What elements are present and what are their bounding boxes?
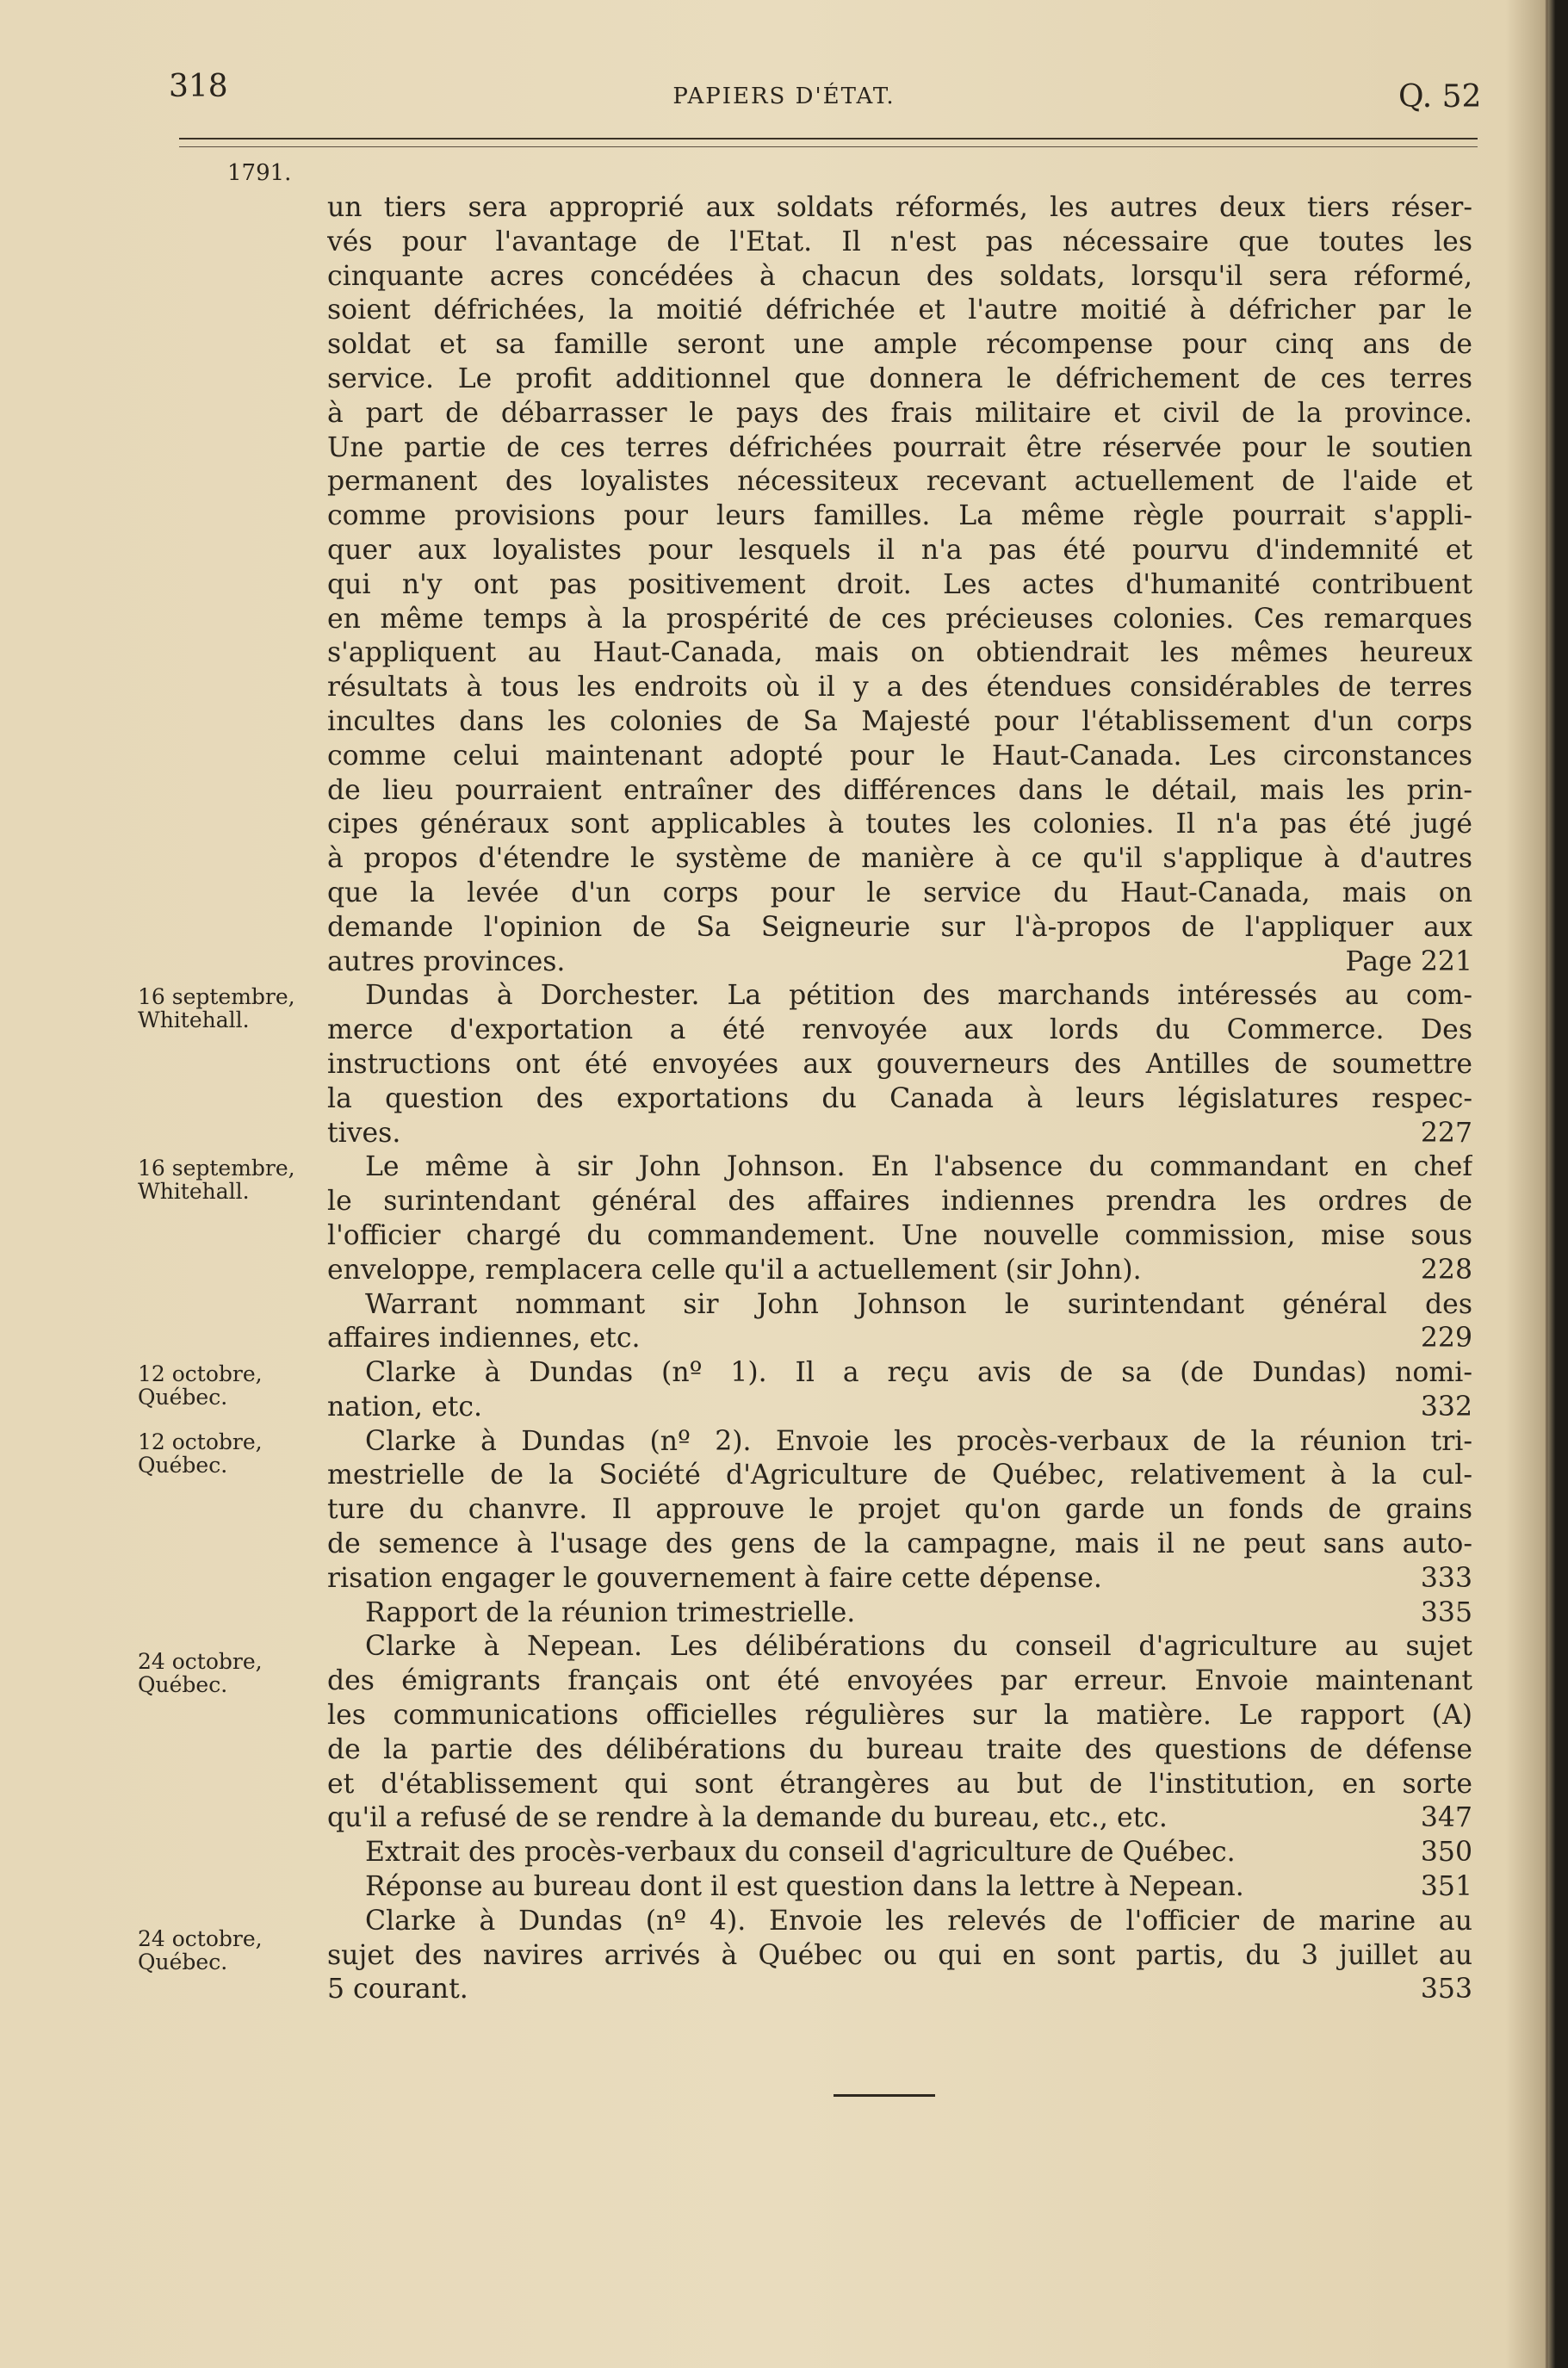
text-line-content: Extrait des procès-verbaux du conseil d'agriculture de Québec. [365, 1837, 1236, 1869]
text-line: s'appliquent au Haut-Canada, mais on obtiendrait les mêmes heureux [327, 637, 1472, 669]
text-line [327, 1973, 1472, 2007]
calendar-entry [327, 1630, 1472, 1836]
text-line: à part de débarrasser le pays des frais militaire et civil de la province. [327, 397, 1472, 429]
intro-paragraph [327, 191, 1472, 979]
margin-date-line: 12 octobre, [138, 1429, 263, 1454]
text-line: Le même à sir John Johnson. En l'absence du commandant en chef [365, 1151, 1472, 1183]
page-reference: Page 221 [1345, 945, 1472, 977]
page-reference: 333 [1420, 1562, 1472, 1594]
text-line: Une partie de ces terres défrichées pourrait être réservée pour le soutien [327, 431, 1472, 463]
text-line: vés pour l'avantage de l'Etat. Il n'est pas nécessaire que toutes les [327, 226, 1472, 257]
page-header [0, 0, 1568, 138]
text-line: un tiers sera approprié aux soldats réformés, les autres deux tiers réser- [327, 192, 1472, 223]
margin-date [138, 985, 344, 1032]
text-line-content: autres provinces. [327, 945, 566, 977]
margin-place-line: Québec. [138, 1672, 228, 1697]
header-rule [179, 138, 1478, 139]
margin-place-line: Québec. [138, 1385, 228, 1410]
text-line-content: Rapport de la réunion trimestrielle. [365, 1596, 856, 1628]
page-reference: 350 [1420, 1837, 1472, 1869]
text-line: résultats à tous les endroits où il y a des étendues considérables de terres [327, 672, 1472, 704]
margin-date-line: 24 octobre, [138, 1649, 263, 1674]
text-line-content: risation engager le gouvernement à faire cette dépense. [327, 1562, 1102, 1594]
text-line [327, 1596, 1472, 1631]
page-reference: 351 [1420, 1871, 1472, 1903]
text-line [327, 945, 1472, 980]
page-reference: 335 [1420, 1596, 1472, 1628]
text-line: demande l'opinion de Sa Seigneurie sur l'à-propos de l'appliquer aux [327, 911, 1472, 943]
text-line: la question des exportations du Canada à leurs législatures respec- [327, 1082, 1472, 1114]
text-line [327, 1254, 1472, 1288]
text-line: soient défrichées, la moitié défrichée et l'autre moitié à défricher par le [327, 294, 1472, 326]
text-line: Clarke à Dundas (nº 4). Envoie les relevés de l'officier de marine au [365, 1905, 1472, 1937]
text-line: des émigrants français ont été envoyées par erreur. Envoie maintenant [327, 1665, 1472, 1697]
text-line [327, 1391, 1472, 1425]
page-reference: 353 [1420, 1974, 1472, 2005]
text-line: de lieu pourraient entraîner des différences dans le détail, mais les prin- [327, 774, 1472, 806]
margin-date-line: 24 octobre, [138, 1926, 263, 1951]
text-line [327, 1562, 1472, 1596]
page-reference: 228 [1420, 1254, 1472, 1286]
text-line: mestrielle de la Société d'Agriculture de Québec, relativement à la cul- [327, 1460, 1472, 1491]
archive-reference: Q. 52 [1398, 79, 1482, 115]
text-line-content: enveloppe, remplacera celle qu'il a actuellement (sir John). [327, 1254, 1142, 1286]
text-line-content: qu'il a refusé de se rendre à la demande du bureau, etc., etc. [327, 1802, 1168, 1834]
text-line: en même temps à la prospérité de ces précieuses colonies. Ces remarques [327, 603, 1472, 635]
text-line [327, 1322, 1472, 1356]
text-line: ture du chanvre. Il approuve le projet qu'on garde un fonds de grains [327, 1494, 1472, 1526]
margin-date [138, 1430, 344, 1477]
text-line: Warrant nommant sir John Johnson le surintendant général des [365, 1288, 1472, 1320]
text-line [327, 1801, 1472, 1836]
calendar-entry [327, 1596, 1472, 1631]
text-line: qui n'y ont pas positivement droit. Les actes d'humanité contribuent [327, 568, 1472, 600]
calendar-entry [327, 1356, 1472, 1425]
page-reference: 227 [1420, 1117, 1472, 1149]
text-line: de la partie des délibérations du bureau traite des questions de défense [327, 1733, 1472, 1765]
text-line: Clarke à Dundas (nº 2). Envoie les procès-verbaux de la réunion tri- [365, 1425, 1472, 1457]
text-line: le surintendant général des affaires indiennes prendra les ordres de [327, 1186, 1472, 1218]
text-line: merce d'exportation a été renvoyée aux lords du Commerce. Des [327, 1014, 1472, 1046]
text-line [327, 1117, 1472, 1151]
text-line: permanent des loyalistes nécessiteux recevant actuellement de l'aide et [327, 466, 1472, 498]
margin-date-line: 12 octobre, [138, 1361, 263, 1386]
margin-place-line: Québec. [138, 1950, 228, 1974]
margin-place-line: Whitehall. [138, 1007, 250, 1032]
page-reference: 332 [1420, 1391, 1472, 1423]
text-line-content: Réponse au bureau dont il est question dans la lettre à Nepean. [365, 1871, 1244, 1903]
calendar-entry [327, 1836, 1472, 1870]
text-line: à propos d'étendre le système de manière à ce qu'il s'applique à d'autres [327, 843, 1472, 875]
text-line: service. Le profit additionnel que donnera le défrichement de ces terres [327, 363, 1472, 394]
running-title: PAPIERS D'ÉTAT. [672, 84, 896, 109]
text-line: incultes dans les colonies de Sa Majesté pour l'établissement d'un corps [327, 705, 1472, 737]
text-line-content: nation, etc. [327, 1391, 483, 1423]
margin-date-line: 16 septembre, [138, 984, 295, 1009]
body-text [327, 191, 1472, 2007]
text-line: sujet des navires arrivés à Québec ou qui en sont partis, du 3 juillet au [327, 1939, 1472, 1971]
text-line: Clarke à Nepean. Les délibérations du conseil d'agriculture au sujet [365, 1631, 1472, 1663]
text-line-content: affaires indiennes, etc. [327, 1323, 641, 1354]
text-line: l'officier chargé du commandement. Une nouvelle commission, mise sous [327, 1219, 1472, 1251]
text-line [327, 1836, 1472, 1870]
text-line: comme provisions pour leurs familles. La même règle pourrait s'appli- [327, 500, 1472, 532]
year-label: 1791. [227, 160, 292, 186]
margin-date [138, 1927, 344, 1974]
text-line: cipes généraux sont applicables à toutes les colonies. Il n'a pas été jugé [327, 809, 1472, 840]
text-line: que la levée d'un corps pour le service du Haut-Canada, mais on [327, 877, 1472, 908]
text-line: Clarke à Dundas (nº 1). Il a reçu avis de sa (de Dundas) nomi- [365, 1357, 1472, 1389]
margin-date [138, 1650, 344, 1696]
text-line: Dundas à Dorchester. La pétition des marchands intéressés au com- [365, 980, 1472, 1012]
page-reference: 229 [1420, 1323, 1472, 1354]
margin-place-line: Québec. [138, 1453, 228, 1478]
margin-date-line: 16 septembre, [138, 1156, 295, 1181]
text-line-content: tives. [327, 1117, 401, 1149]
text-line: instructions ont été envoyées aux gouverneurs des Antilles de soumettre [327, 1048, 1472, 1080]
calendar-entry [327, 1150, 1472, 1287]
section-end-rule [834, 2094, 935, 2097]
text-line: comme celui maintenant adopté pour le Haut-Canada. Les circonstances [327, 740, 1472, 772]
calendar-entry [327, 1425, 1472, 1596]
margin-place-line: Whitehall. [138, 1179, 250, 1204]
calendar-entry [327, 1870, 1472, 1905]
header-rule-thin [179, 146, 1478, 147]
text-line: cinquante acres concédées à chacun des soldats, lorsqu'il sera réformé, [327, 260, 1472, 292]
calendar-entry [327, 1288, 1472, 1357]
text-line: de semence à l'usage des gens de la campagne, mais il ne peut sans auto- [327, 1528, 1472, 1560]
text-line: soldat et sa famille seront une ample récompense pour cinq ans de [327, 329, 1472, 361]
text-line [327, 1870, 1472, 1905]
calendar-entry [327, 1905, 1472, 2007]
text-line: quer aux loyalistes pour lesquels il n'a pas été pourvu d'indemnité et [327, 534, 1472, 566]
text-line: les communications officielles régulières sur la matière. Le rapport (A) [327, 1700, 1472, 1732]
calendar-entry [327, 979, 1472, 1150]
margin-date [138, 1156, 344, 1203]
margin-date [138, 1362, 344, 1409]
book-spine-edge [1546, 0, 1548, 2368]
page-reference: 347 [1420, 1802, 1472, 1834]
page-number: 318 [169, 69, 228, 104]
text-line-content: 5 courant. [327, 1974, 468, 2005]
text-line: et d'établissement qui sont étrangères au but de l'institution, en sorte [327, 1768, 1472, 1800]
